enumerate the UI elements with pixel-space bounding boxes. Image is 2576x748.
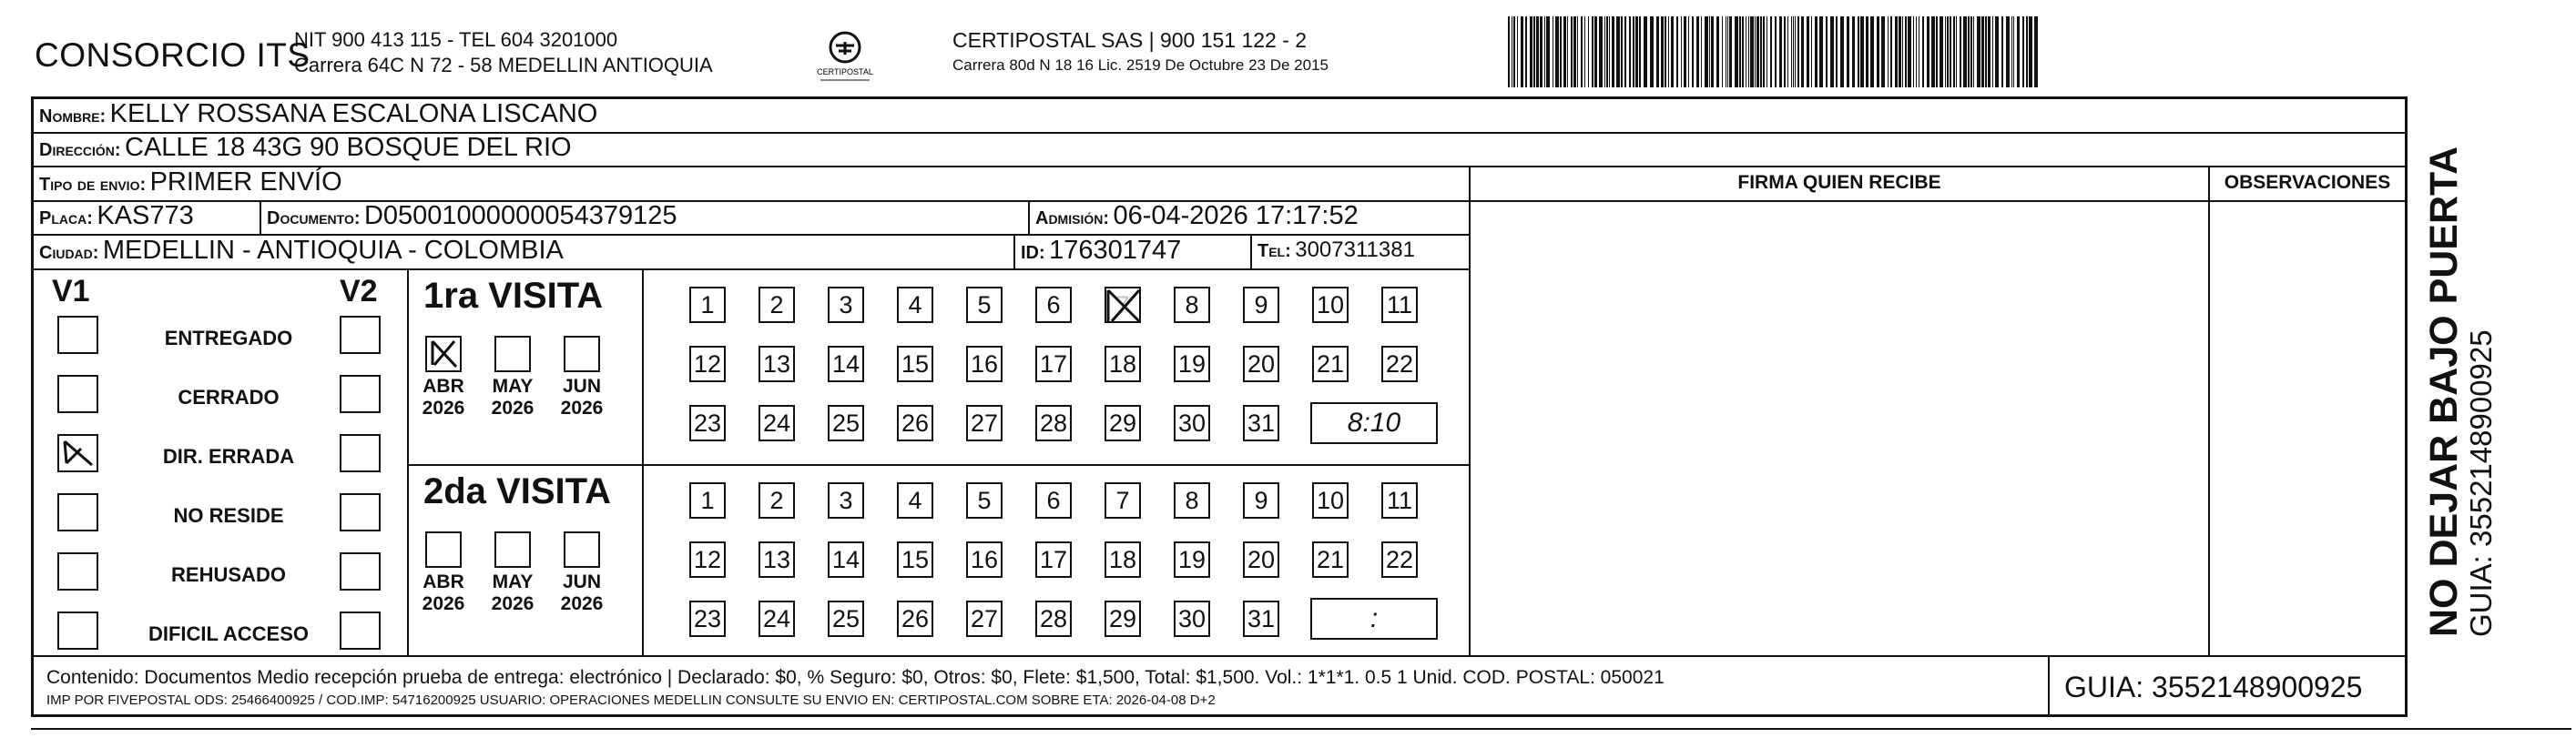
month-label [481,571,545,615]
day-box[interactable]: 12 [689,541,726,578]
day-box[interactable]: 10 [1312,482,1349,519]
courier-name: CERTIPOSTAL SAS | 900 151 122 - 2 [952,28,1308,52]
tipo-envio-row [39,167,342,197]
month-year: 2026 [560,593,604,614]
tel-value: 3007311381 [1295,238,1415,262]
side-guia: GUIA: 3552148900925 [2464,329,2498,637]
visit-time[interactable]: : [1310,598,1438,640]
v2-header: V2 [340,274,378,308]
day-box[interactable]: 17 [1035,346,1072,382]
courier-address: Carrera 80d N 18 16 Lic. 2519 De Octubre 23 De 2015 [952,56,1329,74]
documento-cell [267,201,677,231]
day-box[interactable]: 25 [828,405,864,441]
tipo-envio-value: PRIMER ENVÍO [149,167,342,197]
footer-guia: GUIA: 3552148900925 [2064,671,2363,703]
direccion-label: Dirección: [39,140,121,160]
month-name: JUN [562,376,601,397]
v1-checkbox[interactable] [57,612,98,650]
day-box[interactable]: 21 [1312,541,1349,578]
day-box[interactable]: 5 [966,287,1003,323]
visit-title: 2da VISITA [423,471,611,511]
v1-header: V1 [52,274,90,308]
status-label: REHUSADO [171,563,286,586]
day-box[interactable]: 31 [1243,601,1279,637]
day-box[interactable]: 22 [1381,541,1418,578]
v2-checkbox[interactable] [340,612,381,650]
month-checkbox[interactable] [494,336,531,372]
check-mark-icon [59,436,97,470]
day-box[interactable]: 27 [966,601,1003,637]
nombre-label: Nombre: [39,106,107,126]
id-cell [1021,236,1181,266]
ciudad-value: MEDELLIN - ANTIOQUIA - COLOMBIA [102,236,564,265]
day-box[interactable]: 10 [1312,287,1349,323]
ciudad-cell [39,236,564,266]
placa-label: Placa: [39,208,93,228]
nombre-row [39,99,597,129]
day-box[interactable]: 3 [828,287,864,323]
day-box[interactable]: 9 [1243,287,1279,323]
day-box[interactable]: 20 [1243,541,1279,578]
day-box[interactable]: 26 [897,601,933,637]
side-warning: NO DEJAR BAJO PUERTA [2422,146,2466,637]
courier-logo-icon [813,25,877,89]
month-name: ABR [423,571,464,592]
admision-label: Admisión: [1035,208,1109,228]
placa-value: KAS773 [97,201,194,230]
day-box[interactable]: 31 [1243,405,1279,441]
day-box[interactable]: 4 [897,287,933,323]
day-box[interactable]: 19 [1174,346,1210,382]
id-value: 176301747 [1049,236,1182,265]
admision-cell [1035,201,1359,231]
month-label [550,376,614,419]
company-nit: NIT 900 413 115 - TEL 604 3201000 [294,28,618,51]
day-box[interactable]: 12 [689,346,726,382]
day-box[interactable]: 8 [1174,482,1210,519]
day-box[interactable]: 27 [966,405,1003,441]
v1-checkbox[interactable] [57,316,98,354]
delivery-form [31,96,2408,717]
day-box[interactable]: 25 [828,601,864,637]
bottom-rule [31,728,2571,730]
month-name: ABR [423,376,464,397]
visit-title: 1ra VISITA [423,276,604,316]
day-box[interactable]: 6 [1035,482,1072,519]
day-box[interactable]: 18 [1105,541,1141,578]
day-box[interactable]: 24 [759,405,795,441]
documento-value: D05001000000054379125 [363,201,677,230]
v2-checkbox[interactable] [340,552,381,591]
day-box[interactable]: 15 [897,346,933,382]
day-box[interactable]: 2 [759,482,795,519]
month-year: 2026 [422,593,465,614]
day-box[interactable]: 9 [1243,482,1279,519]
day-box[interactable]: 19 [1174,541,1210,578]
month-label [550,571,614,615]
day-box[interactable]: 30 [1174,601,1210,637]
day-box[interactable]: 28 [1035,405,1072,441]
day-box[interactable]: 22 [1381,346,1418,382]
month-checkbox[interactable] [494,531,531,568]
v1-checkbox[interactable] [57,493,98,531]
visit-time[interactable]: 8:10 [1310,402,1438,444]
day-box[interactable]: 17 [1035,541,1072,578]
month-name: MAY [492,571,534,592]
logo-text: CERTIPOSTAL [817,67,873,76]
month-checkbox[interactable] [425,531,462,568]
day-box[interactable]: 16 [966,346,1003,382]
day-box[interactable]: 5 [966,482,1003,519]
tel-label: Tel: [1257,241,1291,261]
tel-cell [1257,238,1415,263]
month-year: 2026 [491,593,535,614]
day-mark-icon [1103,285,1145,327]
day-box[interactable]: 21 [1312,346,1349,382]
day-box[interactable]: 14 [828,346,864,382]
admision-value: 06-04-2026 17:17:52 [1113,201,1359,230]
month-year: 2026 [491,398,535,419]
v1-checkbox[interactable] [57,552,98,591]
month-label [412,376,475,419]
v1-checkbox[interactable] [57,375,98,413]
ciudad-label: Ciudad: [39,243,99,263]
day-box[interactable]: 28 [1035,601,1072,637]
day-box[interactable]: 15 [897,541,933,578]
firma-header: FIRMA QUIEN RECIBE [1737,172,1941,193]
courier-info [952,27,1329,78]
month-label [412,571,475,615]
day-box[interactable]: 23 [689,601,726,637]
day-box[interactable]: 18 [1105,346,1141,382]
day-box[interactable]: 20 [1243,346,1279,382]
month-name: JUN [562,571,601,592]
day-box[interactable]: 13 [759,541,795,578]
footer-print-info: IMP POR FIVEPOSTAL ODS: 25466400925 / COD.IMP: 54716200925 USUARIO: OPERACIONES MEDELLIN CONSULTE SU ENVIO EN: CERTIPOSTAL.COM SOBRE ETA: 2026-04-08 D+2 [46,692,1216,708]
documento-label: Documento: [267,208,361,228]
day-number: 7 [1115,291,1130,318]
day-box[interactable]: 3 [828,482,864,519]
day-box[interactable]: 7 [1105,482,1141,519]
day-box[interactable]: 1 [689,482,726,519]
month-year: 2026 [560,398,604,419]
day-box[interactable]: 14 [828,541,864,578]
day-box[interactable]: 4 [897,482,933,519]
month-checkbox[interactable] [564,336,600,372]
day-box[interactable]: 8 [1174,287,1210,323]
v2-checkbox[interactable] [340,316,381,354]
certipostal-logo [813,25,877,89]
status-label: DIR. ERRADA [162,445,295,468]
v2-checkbox[interactable] [340,434,381,472]
tipo-envio-label: Tipo de envio: [39,175,147,195]
day-box[interactable]: 24 [759,601,795,637]
day-box[interactable]: 11 [1381,482,1418,519]
v1-checkbox[interactable] [57,434,98,472]
day-box[interactable]: 29 [1105,601,1141,637]
day-box[interactable]: 16 [966,541,1003,578]
day-box[interactable]: 23 [689,405,726,441]
day-box[interactable]: 1 [689,287,726,323]
id-label: ID: [1021,243,1045,263]
month-name: MAY [492,376,534,397]
day-box[interactable]: 11 [1381,287,1418,323]
status-label: DIFICIL ACCESO [148,622,309,645]
status-label: ENTREGADO [164,327,293,349]
month-checkbox[interactable] [425,336,462,372]
month-year: 2026 [422,398,465,419]
company-address: Carrera 64C N 72 - 58 MEDELLIN ANTIOQUIA [294,54,713,76]
status-label: CERRADO [178,386,280,409]
nombre-value: KELLY ROSSANA ESCALONA LISCANO [109,99,598,128]
day-box[interactable]: 13 [759,346,795,382]
v2-checkbox[interactable] [340,375,381,413]
placa-cell [39,201,194,231]
month-label [481,376,545,419]
direccion-value: CALLE 18 43G 90 BOSQUE DEL RIO [125,133,572,162]
company-contact [294,27,713,78]
month-checkbox[interactable] [564,531,600,568]
day-box[interactable] [1105,287,1141,323]
day-box[interactable]: 29 [1105,405,1141,441]
status-label: NO RESIDE [173,504,284,527]
company-name: CONSORCIO ITS [35,36,311,74]
day-box[interactable]: 30 [1174,405,1210,441]
observaciones-header: OBSERVACIONES [2224,172,2391,193]
footer-contents: Contenido: Documentos Medio recepción prueba de entrega: electrónico | Declarado: $0, % Seguro: $0, Otros: $0, Flete: $1,500, Total: $1,500. Vol.: 1*1*1. 0.5 1 Unid. COD. POSTAL: 050021 [46,667,1665,688]
day-box[interactable]: 26 [897,405,933,441]
barcode [1504,16,2043,87]
day-box[interactable]: 6 [1035,287,1072,323]
v2-checkbox[interactable] [340,493,381,531]
direccion-row [39,133,572,163]
day-box[interactable]: 2 [759,287,795,323]
check-mark-icon [427,338,460,370]
